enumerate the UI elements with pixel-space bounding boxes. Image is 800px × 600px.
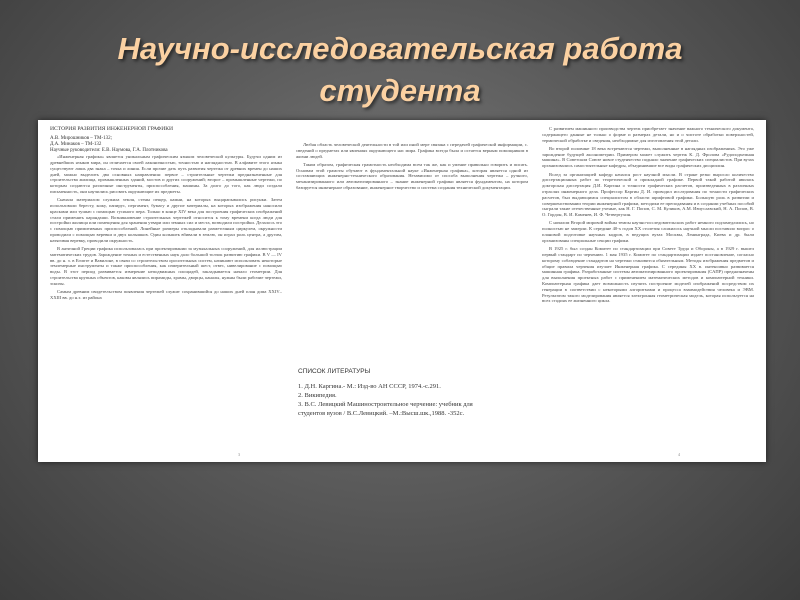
paragraph: В 1925 г. был создан Комитет по стандартизации при Совете Труда и Обороны, а в 1929 г. вышел первый стандарт по черчению. 1 мая 1935 г. Комитет по стандартизации издает постановление, согласно которому соблюдение стандартов на чертежи становится обязательным. Методы изображения предметов и общие правила черчения изучает Инженерная графика. С середины ХХ в. интенсивно развивается машинная графика. Разработанные системы автоматизированного проектирования (САПР) предназначены для выполнения проектных работ с применением математических методов и компьютерной техники. Компьютерная графика дает возможность изучить построение моделей изображений посредством их генерации в соответствии с некоторыми алгоритмами и процесса взаимодействия человека и ЭВМ. Результатом такого моделирования является электронная геометрическая модель, которая используется на всех стадиях ее жизненного цикла.	[542, 246, 754, 304]
page-number: 4	[678, 452, 680, 457]
paragraph: Вслед за организацией кафедр начался рост научной мысли. В стране резко выросло количество диссертационных работ по теоретической и прикладной графике. Первой такой работой явилась докторская диссертация Д.И. Каргина о точности графических расчетов, произведенных в различных отраслях инженерного дела. Профессор Каргин Д. И. проводил исследования по точности графических расчетов, был выдающимся специалистом в области шрифтовой графики. Большую роль в развитии и совершенствовании теории инженерной графики, методики ее преподавания и в создании учебных пособий сыграли такие отечественные ученые, как Н. Г. Попов, С. М. Куликов, А.М. Ивчуславский, Н. А. Попов, В. О. Гордон, В. И. Каменев, И. Ф. Четвертухин.	[542, 171, 754, 218]
paragraph: «Инженерная графика» является уникальным графическим языком человеческой культуры. Будучи одним из древнейших языков мира, он отличается своей лаконичностью, точностью и наглядностью. В алфавите этого языка существуют лишь два знака – точка и линия. Если прочие дать путь развития чертежа от древних времен до наших дней, можно выделить два основных направления: первое – строительные чертежи предназначенные для строительства жилища, промышленных зданий, мостов и других сооружений; второе – промышленные чертежи, по которым создаются различные инструменты, приспособления, машины. За долго до того, как люди создали письменность, они научились рисовать окружающие их предметы.	[50, 154, 282, 194]
slide-title-line-1: Научно-исследовательская работа	[117, 31, 683, 66]
reference-item: 2. Википедия.	[298, 392, 337, 399]
paragraph: Таким образом, графическая грамотность необходима всем так же, как и умение правильно говорить и писать. Основам этой грамоты обучают в фундаментальной науке «Инженерная графика», которая является одной из составляющих инженерно-технического образования. Независимо от способа выполнения чертежа – ручного, механизированного или автоматизированного – знание инженерной графики является фундаментом, на котором базируется инженерное образование, инженерное творчество и система создания технической документации.	[296, 161, 528, 191]
paragraph: С началом Второй мировой войны темпы научно-исследовательских работ немного подзамедлились, но полностью не замерли. К середине 40-х годов ХХ столетия сложилось научной мысли поставило вопрос о плановой подготовке научных кадров, в ведущих вузах Москвы, Ленинграда, Киева и др. были организованы специальные секции графики.	[542, 220, 754, 243]
document-column-middle	[296, 142, 528, 282]
paragraph: Любая область человеческой деятельности в той или иной мере связана с передачей графической информации, с. сведений о предметах или явлениях окружающего нас мира. Графика всегда была и остается верным помощником в жизни людей.	[296, 142, 528, 159]
reference-item: 3. В.С. Левицкий Машиностроительное черчение: учебник для	[298, 401, 473, 408]
document-column-right	[542, 126, 754, 456]
references-title: СПИСОК ЛИТЕРАТУРЫ	[298, 368, 371, 375]
author-line: Д.А. Минаков – ТМ-132	[50, 141, 102, 147]
authors-block	[50, 136, 282, 155]
references-list	[298, 382, 538, 418]
reference-item: 1. Д.Н. Каргина.- М.: Изд-во АН СССР, 1974.-с.291.	[298, 383, 441, 390]
reference-item: студентов вузов / В.С.Левицкий. –М.:Высш.шк.,1988. -352с.	[298, 410, 465, 417]
paragraph: Во второй половине 18 века встречаются чертежи, выполненные в наглядных изображениях. Это уже зарождение будущей аксонометрии. Примером может служить чертеж К. Д. Фролова «Рудоподъемная машина». В Советском Союзе новое студенчество подняло значение графических специалистов. При вузах организовались самостоятельные кафедры, объединившие все виды графических дисциплин.	[542, 145, 754, 169]
paragraph: Сначала материалом служила земля, стены пещер, камни, на которых выцарапывались рисунки. Затем использовали бересту, кожу, папирус, пергамент, бумагу и другие материалы, на которых изображения наносили красками или тушью с помощью гусиного пера. Только в конце XIV века для построения графических изображений стали применять карандаши. Возникновение строительных чертежей относится к тому времени когда люди для постройки жилища или помещения для хранения утвари или земных сил и места, возводили постройки. Делалось это с помощью примитивных приспособлений. Линейные размеры откладывали разметочным циркулем, окружности проводили с помощью веревки и двух колышков. Один колышек вбивали в землю, он играл роль центра, а другим, натягивая веревку, проводили окружность.	[50, 197, 282, 243]
paragraph: В античной Греции графика использовалась при проектировании за музыкальных сооружений, для иллюстрации математических трудов. Зарождение точных и естественных наук дало большой толчок развитию графики. В V — IV вв. до н. э. в Египте и Вавилоне, в связи со строительством оросительных систем, начинают использовать некоторые землемерные инструменты и также приспособления, как измерительный шест, отвес, нивелирование с помощью воды. В этот период развивается измерение неподвижных площадей, закладывается начало геометрии. Для строительства крупных объектов, каковы являлись пирамиды, храмы, дворцы, каналы, нужны были рабочие чертежи, эскизы.	[50, 246, 282, 286]
document-column-left	[50, 126, 282, 456]
slide-title-line-2: студента	[319, 73, 481, 108]
document-scan	[38, 120, 766, 462]
paragraph: Самым древним свидетельством появления чертежей служит сохранившийся до наших дней план дома XXIV–XXIII вв. до н.э. из района	[50, 289, 282, 300]
paragraph: С развитием машинного производства чертеж приобретает значение важного технического документа, содержащего данные не только о форме и размерах детали, но и о чистоте обработки поверхностей, термической обработке и сведения, необходимые для изготовления этой детали.	[542, 126, 754, 143]
author-line: А.В. Мирошников – ТМ-132;	[50, 135, 113, 141]
supervisors-line: Научные руководители: Е.В. Наумова, Г.А. Плотникова	[50, 147, 168, 153]
slide-title	[0, 28, 800, 112]
paper-title: ИСТОРИЯ РАЗВИТИЯ ИНЖЕНЕРНОЙ ГРАФИКИ	[50, 126, 174, 132]
page-number: 3	[238, 452, 240, 457]
